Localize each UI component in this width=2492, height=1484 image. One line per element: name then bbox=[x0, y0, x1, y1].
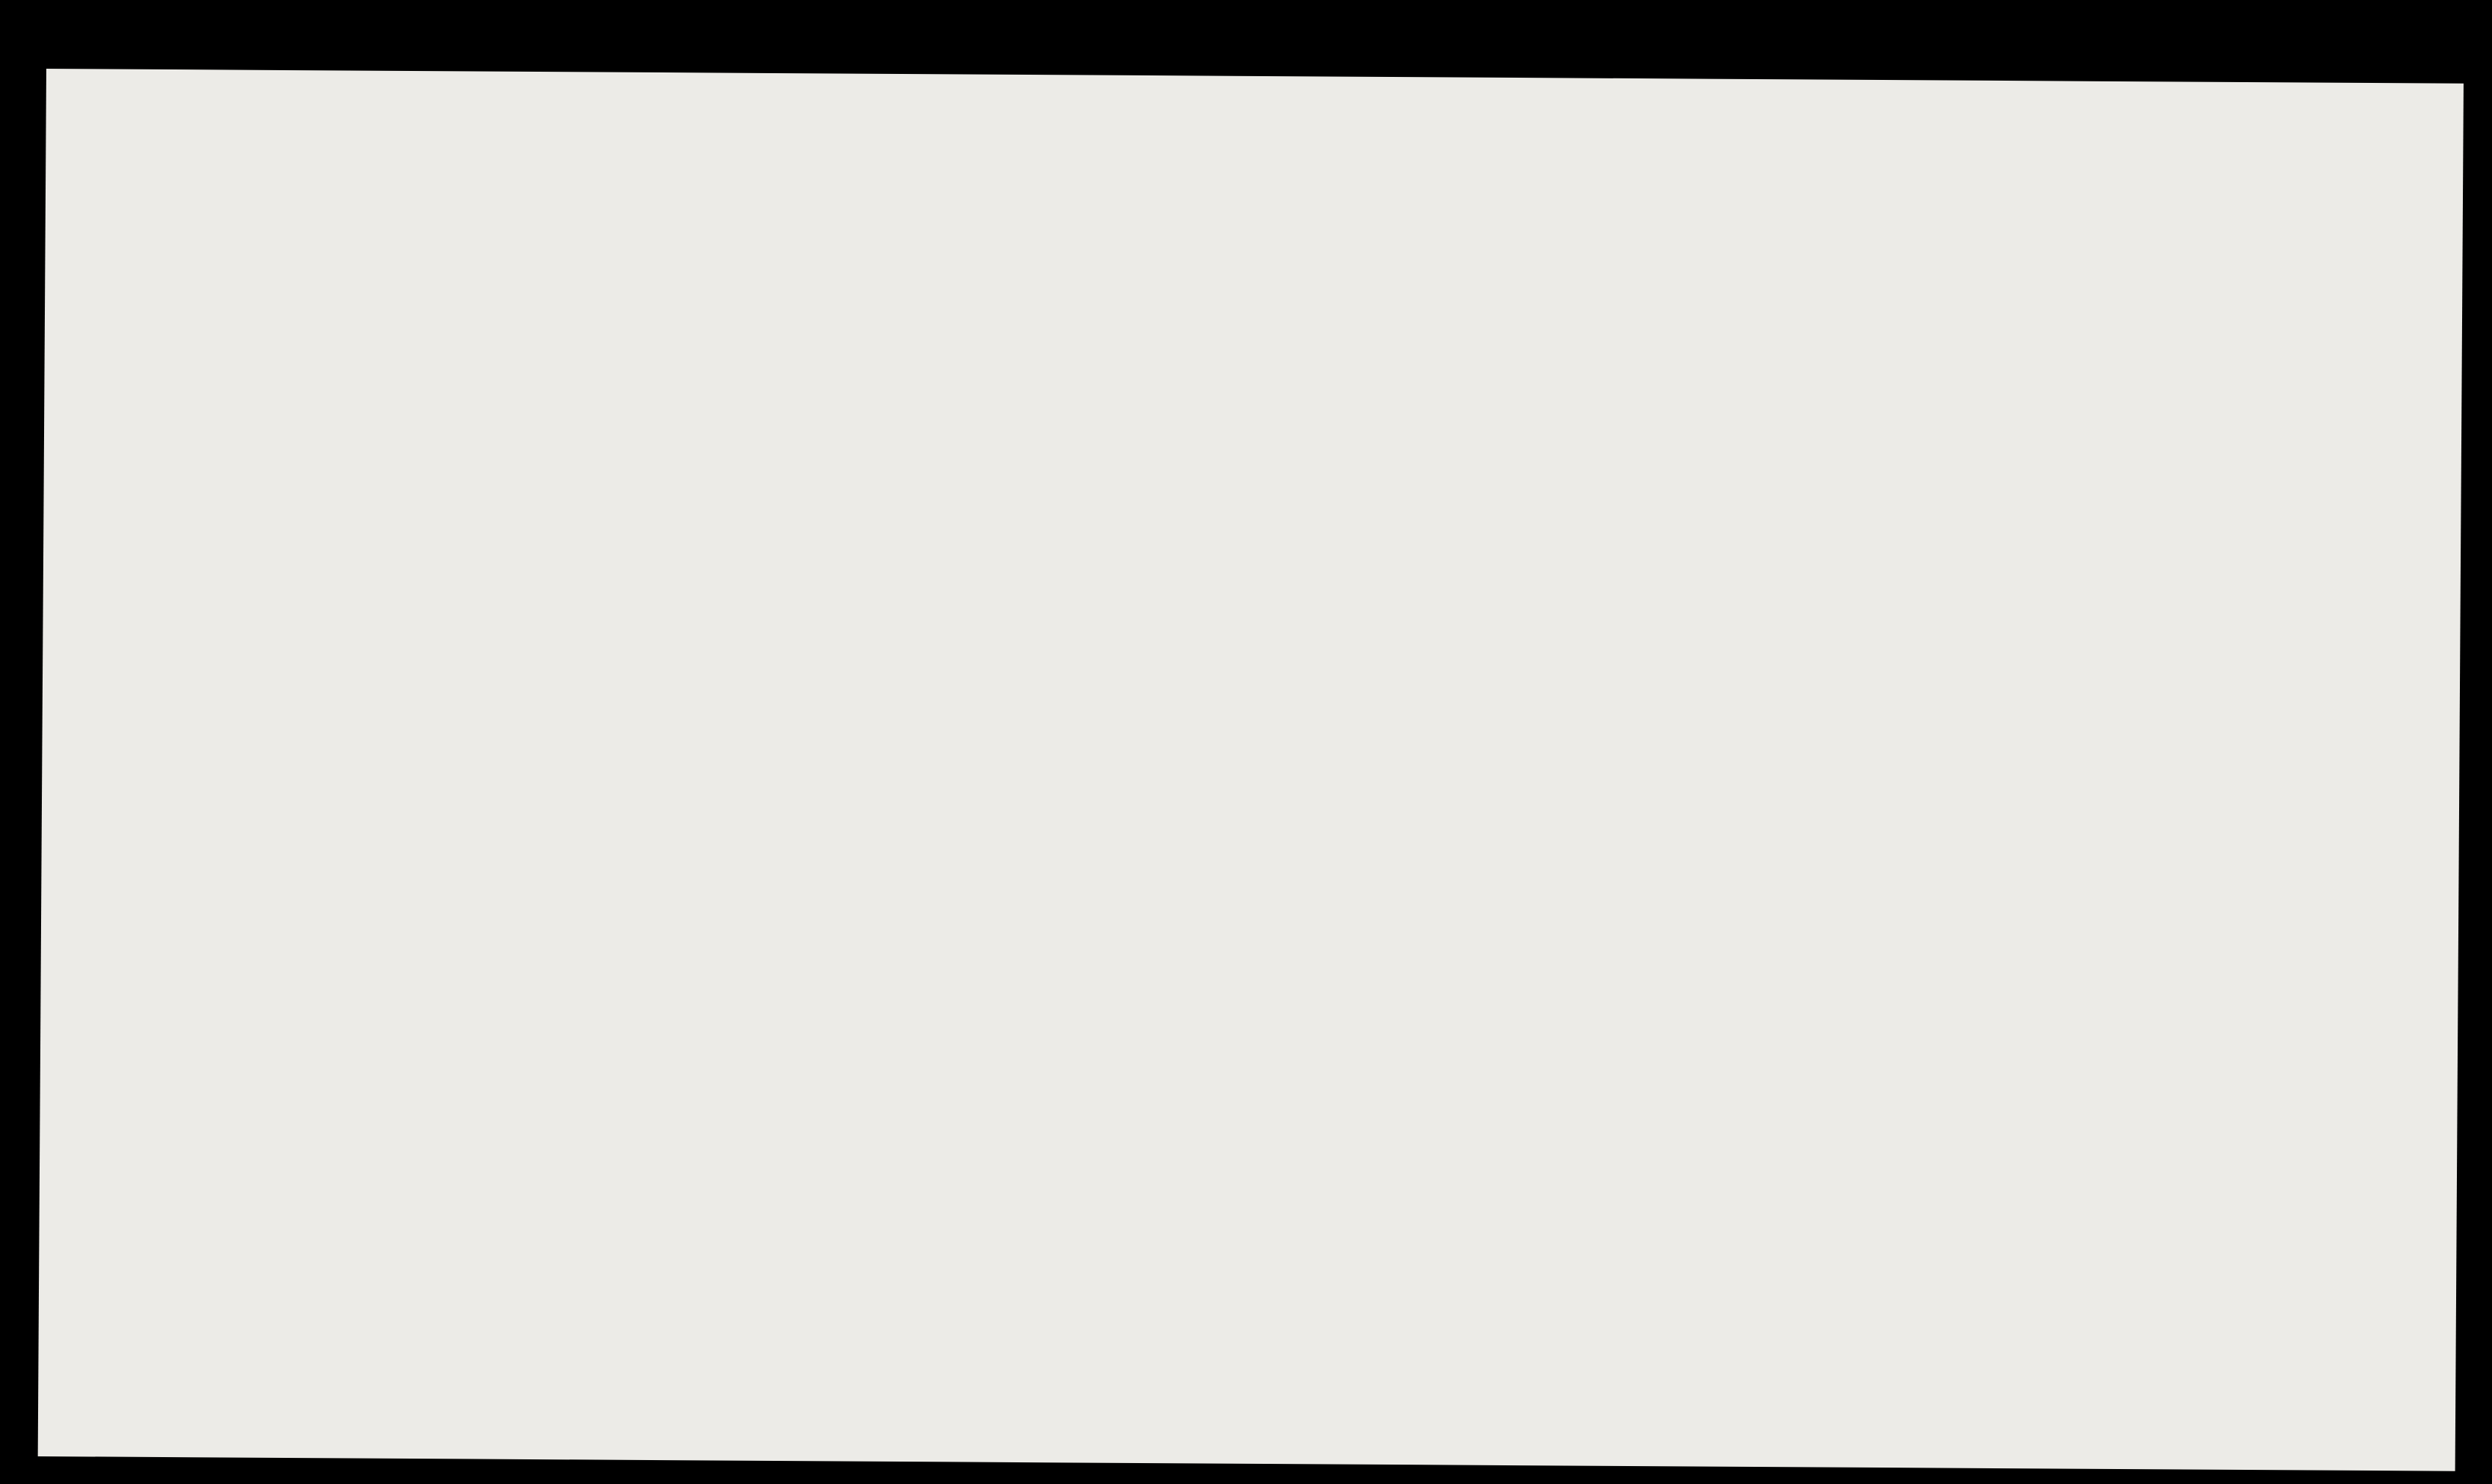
census-card bbox=[38, 69, 2464, 1471]
